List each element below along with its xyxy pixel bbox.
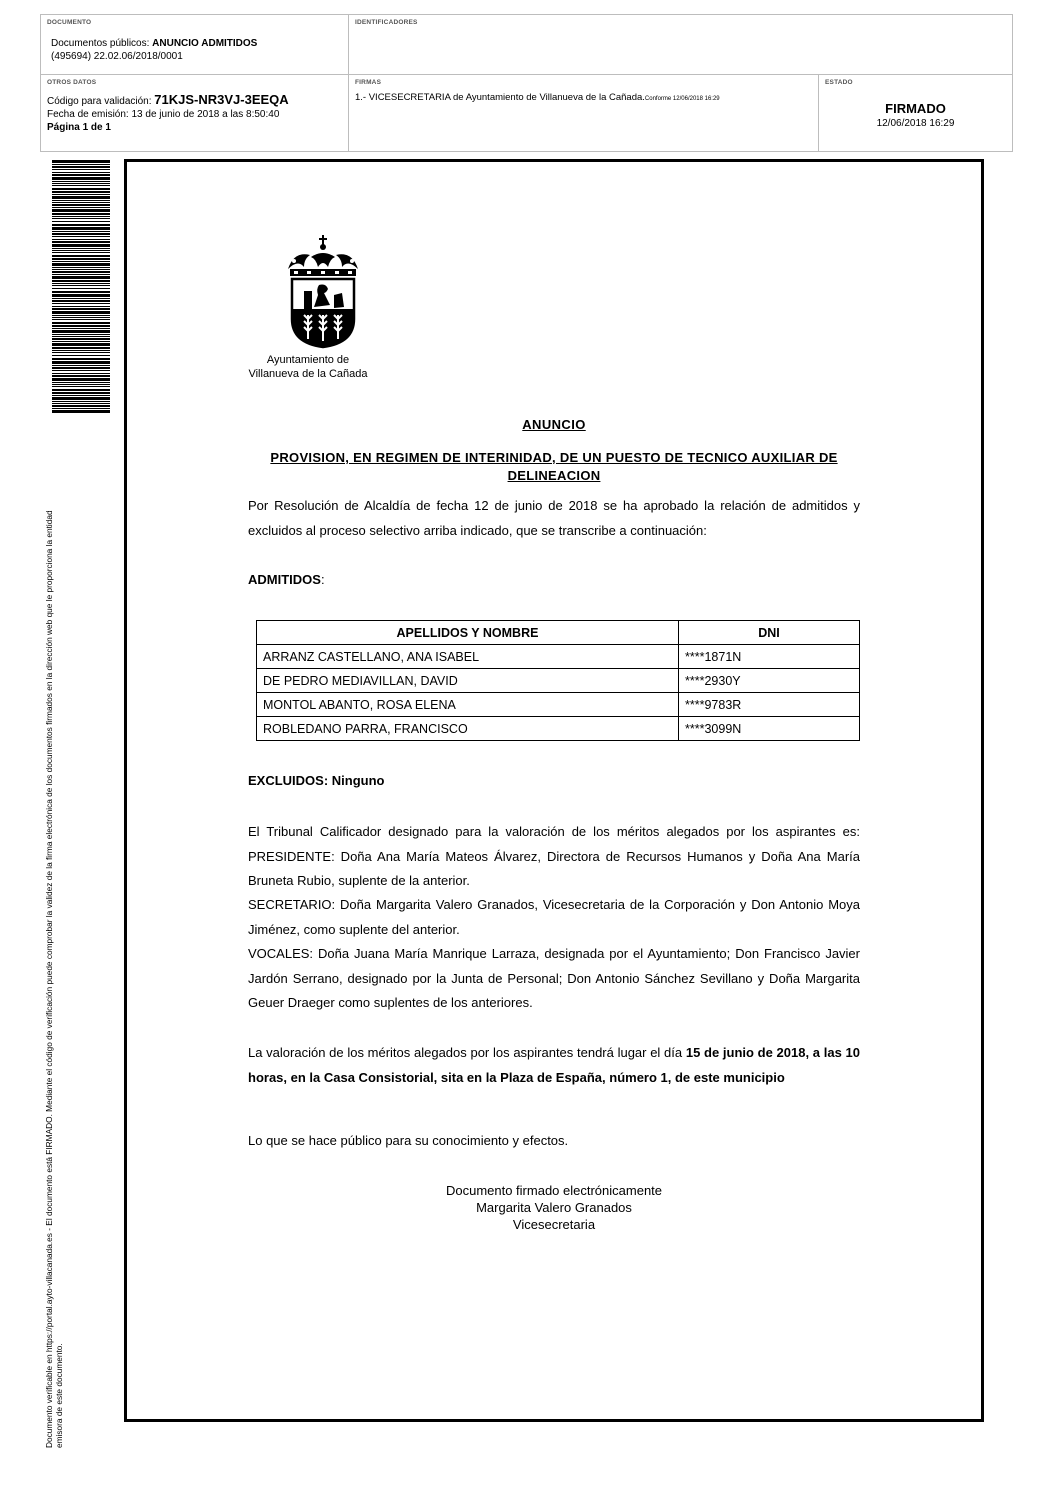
- cell-dni: ****1871N: [679, 645, 860, 669]
- valoracion-paragraph: [248, 1041, 860, 1090]
- intro-paragraph: Por Resolución de Alcaldía de fecha 12 de junio de 2018 se ha aprobado la relación de admitidos y excluidos al proceso selectivo arriba indicado, que se transcribe a continuación:: [248, 498, 860, 538]
- estado-cell: [819, 75, 1012, 151]
- otros-datos-text: [47, 93, 289, 134]
- vocales-paragraph: VOCALES: Doña Juana María Manrique Larraza, designada por el Ayuntamiento; Don Francisco Javier Jardón Serrano, designado por la Junta de Personal; Don Antonio Sánchez Sevillano y Doña Margarita Geuer Draeger como suplentes de los anteriores.: [248, 946, 860, 1010]
- tribunal-paragraph: El Tribunal Calificador designado para la valoración de los méritos alegados por los aspirantes es: PRESIDENTE: Doña Ana María Mateos Álvarez, Directora de Recursos Humanos y Doña Ana María Bruneta Rubio, suplente de la anterior.: [248, 824, 860, 888]
- barcode-image: [52, 160, 110, 414]
- secretario-paragraph: SECRETARIO: Doña Margarita Valero Granados, Vicesecretaria de la Corporación y Don Antonio Moya Jiménez, como suplente del anterior.: [248, 897, 860, 937]
- otros-datos-cell: [41, 75, 349, 151]
- signature-name: Margarita Valero Granados: [476, 1200, 632, 1215]
- signature-role: Vicesecretaria: [512, 1217, 596, 1232]
- valoracion-text: La valoración de los méritos alegados por los aspirantes tendrá lugar el día: [248, 1045, 686, 1060]
- firmas-entry: [355, 92, 720, 103]
- estado-label: ESTADO: [825, 79, 853, 86]
- documento-cell: [41, 15, 349, 75]
- logo-caption: [246, 353, 370, 381]
- cell-dni: ****9783R: [679, 693, 860, 717]
- identificadores-cell: [349, 15, 1012, 75]
- admitidos-colon: :: [320, 572, 325, 587]
- cell-name: ROBLEDANO PARRA, FRANCISCO: [257, 717, 679, 741]
- logo-caption-line-1: Ayuntamiento de: [266, 354, 350, 366]
- validation-code: 71KJS-NR3VJ-3EEQA: [154, 92, 289, 107]
- cell-dni: ****2930Y: [679, 669, 860, 693]
- cell-name: DE PEDRO MEDIAVILLAN, DAVID: [257, 669, 679, 693]
- documento-title: ANUNCIO ADMITIDOS: [152, 38, 258, 49]
- excluidos-line: EXCLUIDOS: Ninguno: [248, 773, 385, 788]
- document-metadata-header: [40, 14, 1013, 152]
- table-row: [257, 669, 860, 693]
- column-header-dni: DNI: [679, 621, 860, 645]
- admitidos-table: [256, 620, 860, 741]
- firmas-cell: [349, 75, 819, 151]
- documento-label: DOCUMENTO: [47, 19, 92, 26]
- estado-value: FIRMADO: [885, 101, 946, 116]
- page-count: Página 1 de 1: [47, 122, 111, 133]
- announcement-title: ANUNCIO: [522, 417, 586, 432]
- admitidos-heading: [248, 572, 325, 587]
- firmas-label: FIRMAS: [355, 79, 382, 86]
- estado-date: 12/06/2018 16:29: [876, 118, 955, 129]
- verification-line-2: emisora de este documento.: [54, 1343, 64, 1448]
- otros-datos-label: OTROS DATOS: [47, 79, 97, 86]
- table-row: [257, 717, 860, 741]
- table-row: [257, 645, 860, 669]
- firmas-signer: 1.- VICESECRETARIA de Ayuntamiento de Villanueva de la Cañada.: [355, 92, 645, 103]
- firmas-conforme: Conforme 12/06/2018 16:29: [644, 96, 720, 102]
- cell-dni: ****3099N: [679, 717, 860, 741]
- fecha-emision: Fecha de emisión: 13 de junio de 2018 a las 8:50:40: [47, 109, 280, 120]
- signature-block: [400, 1182, 708, 1233]
- documento-ref: (495694) 22.02.06/2018/0001: [51, 51, 183, 62]
- verification-line-1: Documento verificable en https://portal.ayto-villacanada.es - El documento está FIRMADO. Mediante el código de verificación puede comprobar la validez de la firma electrónica de los documentos firmados en la dirección web que le proporciona la entidad: [44, 510, 54, 1448]
- column-header-name: APELLIDOS Y NOMBRE: [257, 621, 679, 645]
- table-row: [257, 693, 860, 717]
- closing-paragraph: Lo que se hace público para su conocimiento y efectos.: [248, 1133, 569, 1148]
- admitidos-label: ADMITIDOS: [248, 572, 321, 587]
- logo-caption-line-2: Villanueva de la Cañada: [248, 368, 368, 380]
- cell-name: ARRANZ CASTELLANO, ANA ISABEL: [257, 645, 679, 669]
- announcement-subtitle: PROVISION, EN REGIMEN DE INTERINIDAD, DE UN PUESTO DE TECNICO AUXILIAR DE DELINEACION: [270, 450, 838, 483]
- verification-side-text: [44, 438, 64, 1448]
- signature-line-1: Documento firmado electrónicamente: [445, 1183, 663, 1198]
- documento-text: [51, 37, 257, 63]
- table-header-row: [257, 621, 860, 645]
- cell-name: MONTOL ABANTO, ROSA ELENA: [257, 693, 679, 717]
- identificadores-label: IDENTIFICADORES: [355, 19, 418, 26]
- documento-prefix: Documentos públicos:: [51, 38, 153, 49]
- valoracion-date-place: 15 de junio de 2018, a las 10 horas, en la Casa Consistorial, sita en la Plaza de España, número 1, de este municipio: [248, 1045, 860, 1085]
- codigo-prefix: Código para validación:: [47, 96, 155, 107]
